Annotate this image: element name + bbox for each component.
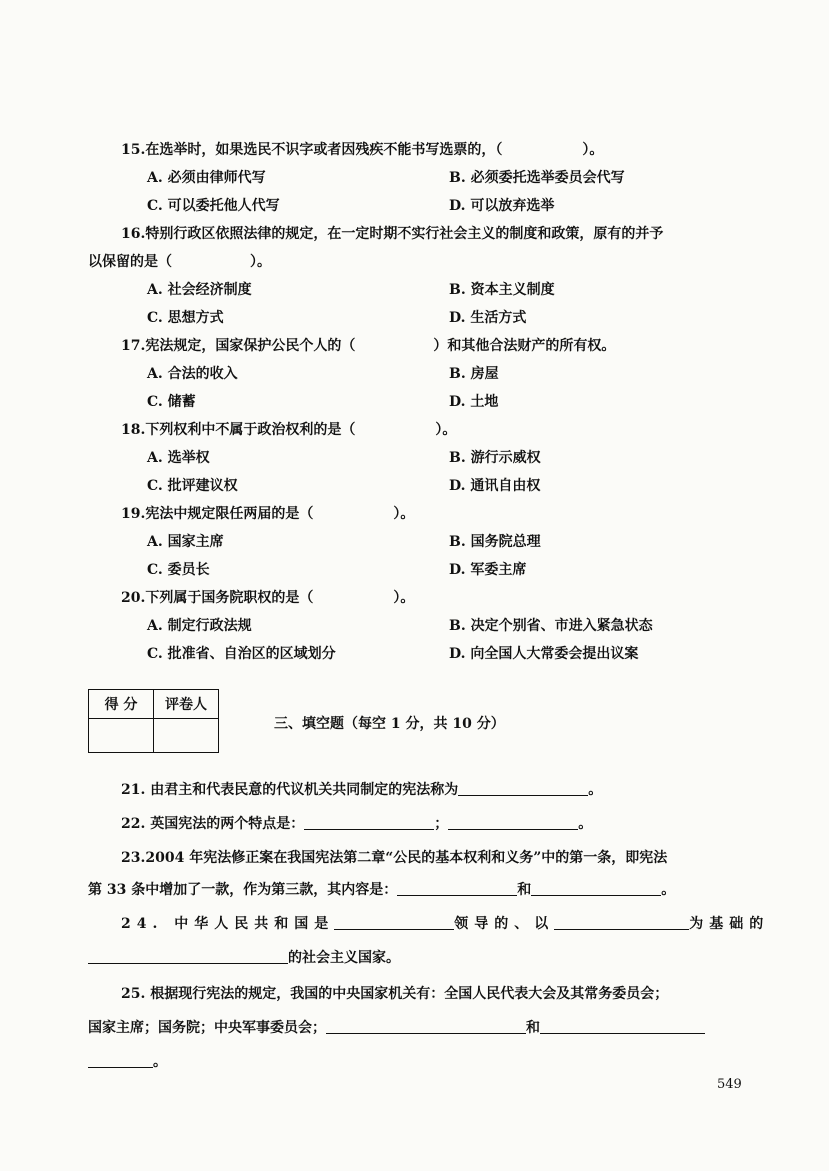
q15-option-a: A. 必须由律师代写 <box>147 170 266 186</box>
q25-blank-2[interactable] <box>540 1019 705 1034</box>
q25-blank-1[interactable] <box>326 1019 526 1034</box>
q16-option-c: C. 思想方式 <box>147 310 224 326</box>
q19-option-b: B. 国务院总理 <box>449 534 541 550</box>
question-25: 25. 根据现行宪法的规定，我国的中央国家机关有：全国人民代表大会及其常务委员会； <box>121 986 669 1002</box>
q24-blank-2[interactable] <box>554 915 689 930</box>
question-24-cont: 的社会主义国家。 <box>88 949 400 967</box>
question-22: 22. 英国宪法的两个特点是： ； 。 <box>121 816 593 832</box>
score-header: 得 分 <box>89 690 154 719</box>
question-24: 24. 中华人民共和国是 领导的、以 为基础的 <box>121 916 770 932</box>
q17-option-c: C. 储蓄 <box>147 394 196 410</box>
q18-option-b: B. 游行示威权 <box>449 450 541 466</box>
q25-blank-2-cont[interactable] <box>88 1053 153 1068</box>
question-19-stem: 19.宪法中规定限任两届的是（ ）。 <box>121 506 415 522</box>
question-17-stem: 17.宪法规定，国家保护公民个人的（ ）和其他合法财产的所有权。 <box>121 338 616 354</box>
q17-option-d: D. 土地 <box>449 394 499 410</box>
question-16-stem: 16.特别行政区依照法律的规定，在一定时期不实行社会主义的制度和政策，原有的并予 <box>121 226 664 242</box>
score-cell[interactable] <box>89 719 154 753</box>
q16-option-a: A. 社会经济制度 <box>147 282 252 298</box>
question-15-stem: 15.在选举时，如果选民不识字或者因残疾不能书写选票的，（ ）。 <box>121 142 604 158</box>
q15-option-c: C. 可以委托他人代写 <box>147 198 280 214</box>
q20-option-b: B. 决定个别省、市进入紧急状态 <box>449 618 653 634</box>
question-23-cont: 第 33 条中增加了一款，作为第三款，其内容是： 和 。 <box>88 882 676 898</box>
q16-option-d: D. 生活方式 <box>449 310 527 326</box>
q18-option-c: C. 批评建议权 <box>147 478 238 494</box>
q18-option-d: D. 通讯自由权 <box>449 478 541 494</box>
q20-option-c: C. 批准省、自治区的区域划分 <box>147 646 336 662</box>
q22-blank-1[interactable] <box>304 815 434 830</box>
question-25-cont-2: 。 <box>88 1053 167 1071</box>
question-18-stem: 18.下列权利中不属于政治权利的是（ ）。 <box>121 422 457 438</box>
page-number: 549 <box>717 1077 742 1092</box>
q17-option-b: B. 房屋 <box>449 366 499 382</box>
q23-blank-1[interactable] <box>397 881 517 896</box>
q20-option-d: D. 向全国人大常委会提出议案 <box>449 646 639 662</box>
q24-blank-1[interactable] <box>334 915 454 930</box>
q17-option-a: A. 合法的收入 <box>147 366 238 382</box>
section-title: 三、填空题（每空 1 分，共 10 分） <box>274 716 505 732</box>
question-16-stem-cont: 以保留的是（ ）。 <box>88 254 271 270</box>
q24-blank-3[interactable] <box>88 949 288 964</box>
q22-blank-2[interactable] <box>448 815 578 830</box>
q23-blank-2[interactable] <box>531 881 661 896</box>
q18-option-a: A. 选举权 <box>147 450 210 466</box>
score-table <box>88 689 219 753</box>
q16-option-b: B. 资本主义制度 <box>449 282 555 298</box>
q21-blank[interactable] <box>458 781 588 796</box>
q19-option-c: C. 委员长 <box>147 562 210 578</box>
q19-option-a: A. 国家主席 <box>147 534 224 550</box>
q15-option-d: D. 可以放弃选举 <box>449 198 555 214</box>
q15-option-b: B. 必须委托选举委员会代写 <box>449 170 625 186</box>
grader-header: 评卷人 <box>154 690 219 719</box>
question-25-cont: 国家主席；国务院；中央军事委员会； 和 <box>88 1019 705 1037</box>
q19-option-d: D. 军委主席 <box>449 562 527 578</box>
question-21: 21. 由君主和代表民意的代议机关共同制定的宪法称为 。 <box>121 782 603 798</box>
q20-option-a: A. 制定行政法规 <box>147 618 252 634</box>
question-20-stem: 20.下列属于国务院职权的是（ ）。 <box>121 590 415 606</box>
question-23: 23.2004 年宪法修正案在我国宪法第二章“公民的基本权利和义务”中的第一条，即宪法 <box>121 850 668 866</box>
grader-cell[interactable] <box>154 719 219 753</box>
